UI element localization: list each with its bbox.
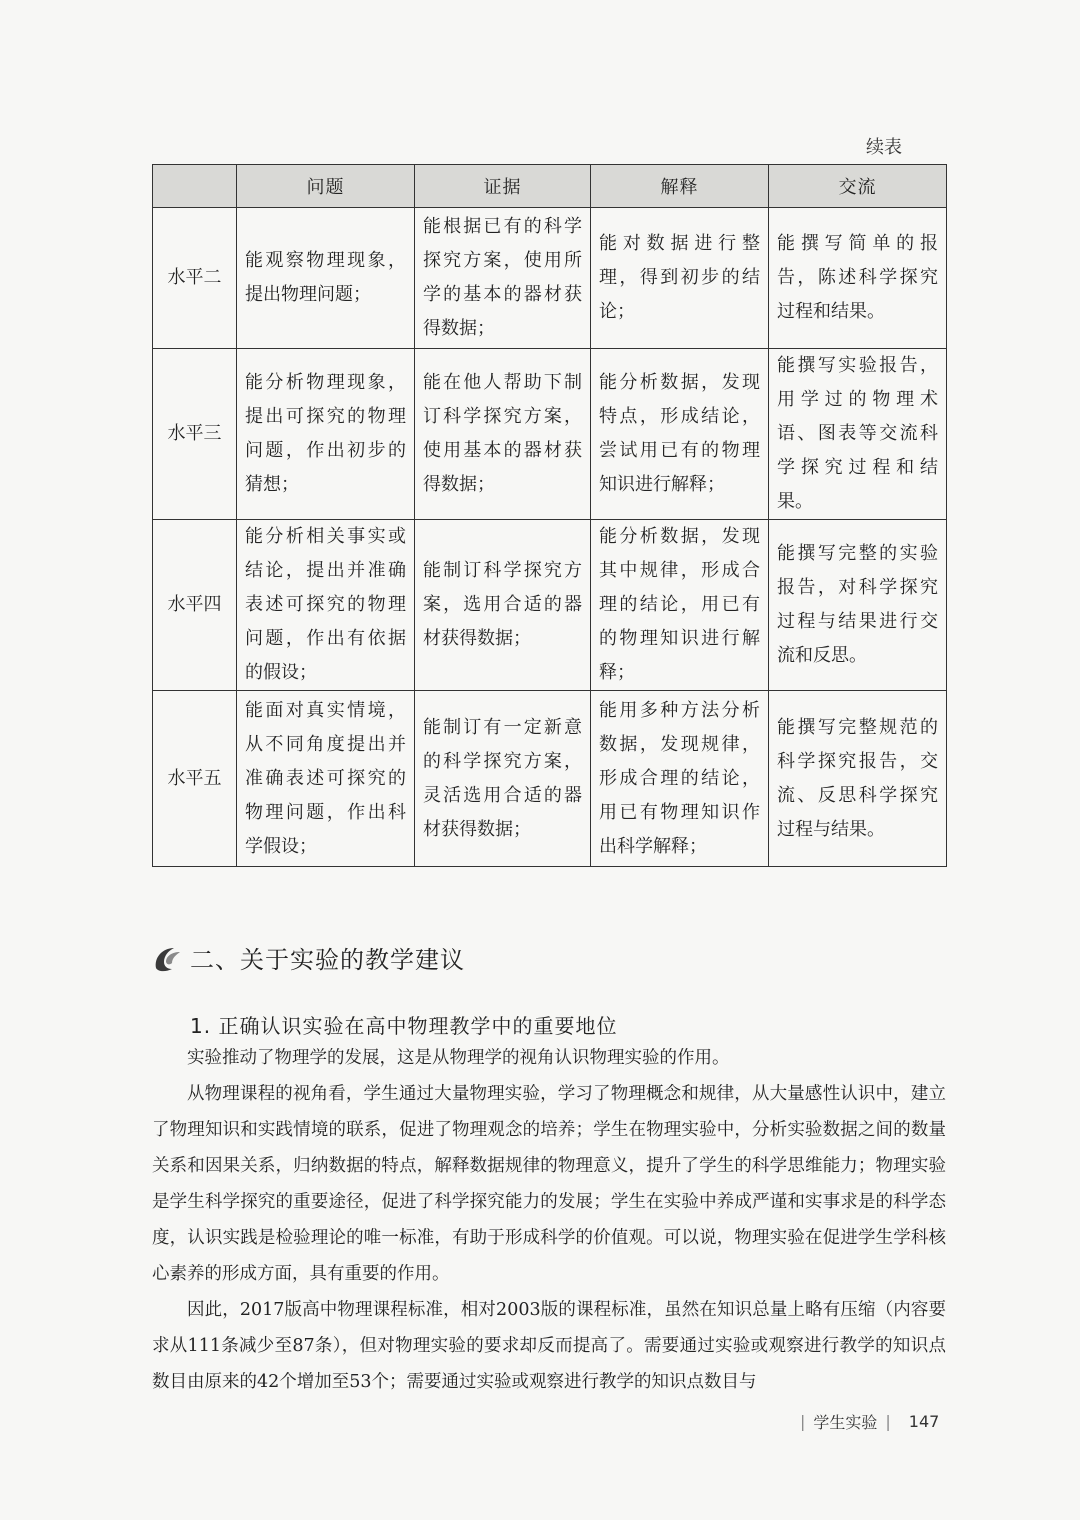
subsection-title: 1. 正确认识实验在高中物理教学中的重要地位 bbox=[190, 1014, 618, 1038]
explanation-cell: 能用多种方法分析数据，发现规律，形成合理的结论，用已有物理知识作出科学解释； bbox=[591, 691, 769, 867]
communication-cell: 能撰写简单的报告，陈述科学探究过程和结果。 bbox=[769, 208, 947, 349]
header-evidence: 证据 bbox=[415, 165, 591, 208]
header-question: 问题 bbox=[237, 165, 415, 208]
footer-divider: | bbox=[800, 1412, 806, 1431]
footer-chapter: 学生实验 bbox=[813, 1413, 878, 1432]
question-cell: 能观察物理现象，提出物理问题； bbox=[237, 208, 415, 349]
section-title: 二、关于实验的教学建议 bbox=[190, 946, 465, 974]
explanation-cell: 能对数据进行整理，得到初步的结论； bbox=[591, 208, 769, 349]
table-header-row bbox=[153, 165, 947, 208]
explanation-cell: 能分析数据，发现特点，形成结论，尝试用已有的物理知识进行解释； bbox=[591, 349, 769, 520]
level-cell: 水平二 bbox=[153, 208, 237, 349]
communication-cell: 能撰写实验报告，用学过的物理术语、图表等交流科学探究过程和结果。 bbox=[769, 349, 947, 520]
level-cell: 水平四 bbox=[153, 520, 237, 691]
table-row bbox=[153, 349, 947, 520]
evidence-cell: 能根据已有的科学探究方案，使用所学的基本的器材获得数据； bbox=[415, 208, 591, 349]
header-communication: 交流 bbox=[769, 165, 947, 208]
header-explanation: 解释 bbox=[591, 165, 769, 208]
paragraph: 因此，2017版高中物理课程标准，相对2003版的课程标准，虽然在知识总量上略有压缩（内容要求从111条减少至87条），但对物理实验的要求却反而提高了。需要通过实验或观察进行教学的知识点数目由原来的42个增加至53个；需要通过实验或观察进行教学的知识点数目与 bbox=[152, 1300, 946, 1392]
paragraph: 实验推动了物理学的发展，这是从物理学的视角认识物理实验的作用。 bbox=[187, 1048, 730, 1068]
page-footer bbox=[800, 1410, 939, 1433]
communication-cell: 能撰写完整的实验报告，对科学探究过程与结果进行交流和反思。 bbox=[769, 520, 947, 691]
section-heading bbox=[152, 940, 465, 975]
level-cell: 水平三 bbox=[153, 349, 237, 520]
level-cell: 水平五 bbox=[153, 691, 237, 867]
inquiry-level-table bbox=[152, 164, 947, 867]
explanation-cell: 能分析数据，发现其中规律，形成合理的结论，用已有的物理知识进行解释； bbox=[591, 520, 769, 691]
evidence-cell: 能制订科学探究方案，选用合适的器材获得数据； bbox=[415, 520, 591, 691]
body-text bbox=[152, 1040, 946, 1400]
evidence-cell: 能制订有一定新意的科学探究方案，灵活选用合适的器材获得数据； bbox=[415, 691, 591, 867]
communication-cell: 能撰写完整规范的科学探究报告，交流、反思科学探究过程与结果。 bbox=[769, 691, 947, 867]
table-row bbox=[153, 691, 947, 867]
question-cell: 能分析物理现象，提出可探究的物理问题，作出初步的猜想； bbox=[237, 349, 415, 520]
continued-label: 续表 bbox=[866, 137, 902, 158]
footer-divider: | bbox=[885, 1412, 891, 1431]
swirl-leaf-icon bbox=[152, 942, 184, 974]
evidence-cell: 能在他人帮助下制订科学探究方案，使用基本的器材获得数据； bbox=[415, 349, 591, 520]
paragraph: 从物理课程的视角看，学生通过大量物理实验，学习了物理概念和规律，从大量感性认识中，建立了物理知识和实践情境的联系，促进了物理观念的培养；学生在物理实验中，分析实验数据之间的数量关系和因果关系，归纳数据的特点，解释数据规律的物理意义，提升了学生的科学思维能力；物理实验是学生科学探究的重要途径，促进了科学探究能力的发展；学生在实验中养成严谨和实事求是的科学态度，认识实践是检验理论的唯一标准，有助于形成科学的价值观。可以说，物理实验在促进学生学科核心素养的形成方面，具有重要的作用。 bbox=[152, 1084, 946, 1284]
table-row bbox=[153, 208, 947, 349]
page-number: 147 bbox=[908, 1412, 940, 1431]
table-row bbox=[153, 520, 947, 691]
question-cell: 能分析相关事实或结论，提出并准确表述可探究的物理问题，作出有依据的假设； bbox=[237, 520, 415, 691]
header-empty bbox=[153, 165, 237, 208]
question-cell: 能面对真实情境，从不同角度提出并准确表述可探究的物理问题，作出科学假设； bbox=[237, 691, 415, 867]
